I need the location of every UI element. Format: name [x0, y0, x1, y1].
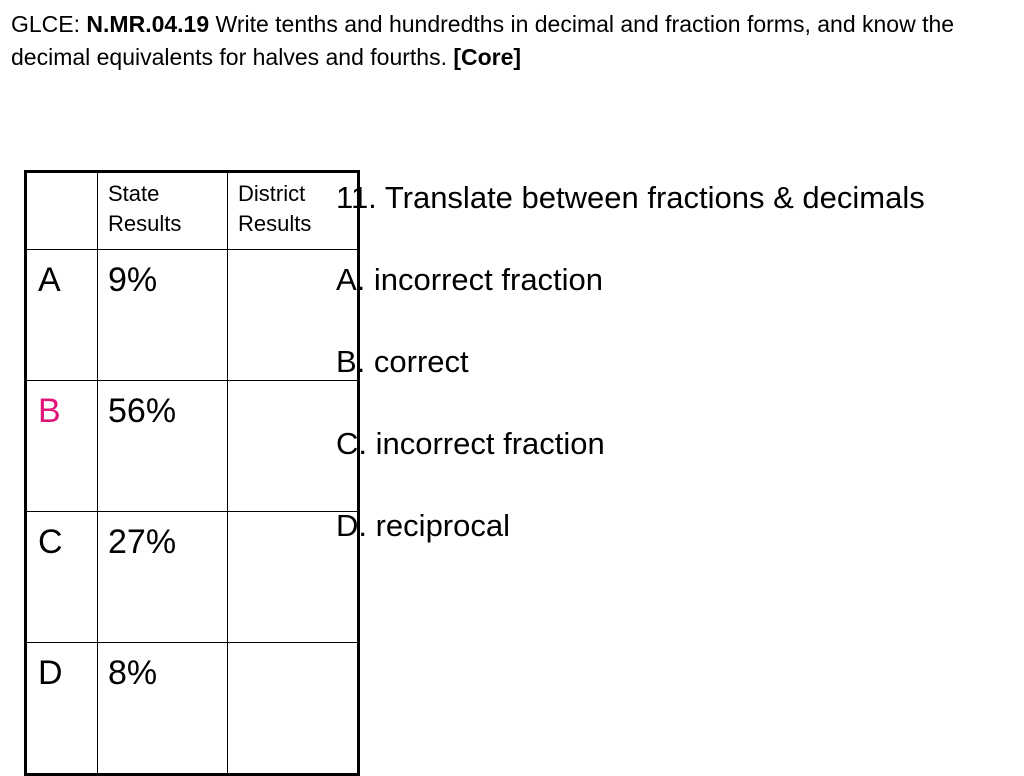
- results-table: [24, 170, 360, 776]
- answer-letter: C: [26, 512, 98, 643]
- state-result: 27%: [98, 512, 228, 643]
- header-cell-state-results: State Results: [98, 172, 228, 250]
- header-cell-district-results: District Results: [228, 172, 359, 250]
- header-cell-letter: [26, 172, 98, 250]
- state-result: 9%: [98, 250, 228, 381]
- table-row: [26, 643, 359, 775]
- table-row: [26, 512, 359, 643]
- answer-letter: D: [26, 643, 98, 775]
- standard-description: Write tenths and hundredths in decimal and fraction forms, and know the decimal equivalents for halves and fourths.: [11, 11, 955, 70]
- table-row: [26, 250, 359, 381]
- answer-option-c: C. incorrect fraction: [336, 426, 605, 461]
- table-header-row: [26, 172, 359, 250]
- state-result: 56%: [98, 381, 228, 512]
- header-prefix: GLCE:: [11, 11, 87, 37]
- answer-option-d: D. reciprocal: [336, 508, 510, 543]
- standard-header: [11, 8, 1016, 74]
- question-block: [336, 178, 1016, 588]
- question-title: 11. Translate between fractions & decimals: [336, 180, 925, 215]
- table-row: [26, 381, 359, 512]
- standard-level: [Core]: [453, 44, 522, 70]
- district-result: [228, 643, 359, 775]
- answer-letter: A: [26, 250, 98, 381]
- answer-option-b: B. correct: [336, 344, 469, 379]
- standard-code: N.MR.04.19: [86, 11, 210, 37]
- answer-letter: B: [26, 381, 98, 512]
- answer-option-a: A. incorrect fraction: [336, 262, 604, 297]
- state-result: 8%: [98, 643, 228, 775]
